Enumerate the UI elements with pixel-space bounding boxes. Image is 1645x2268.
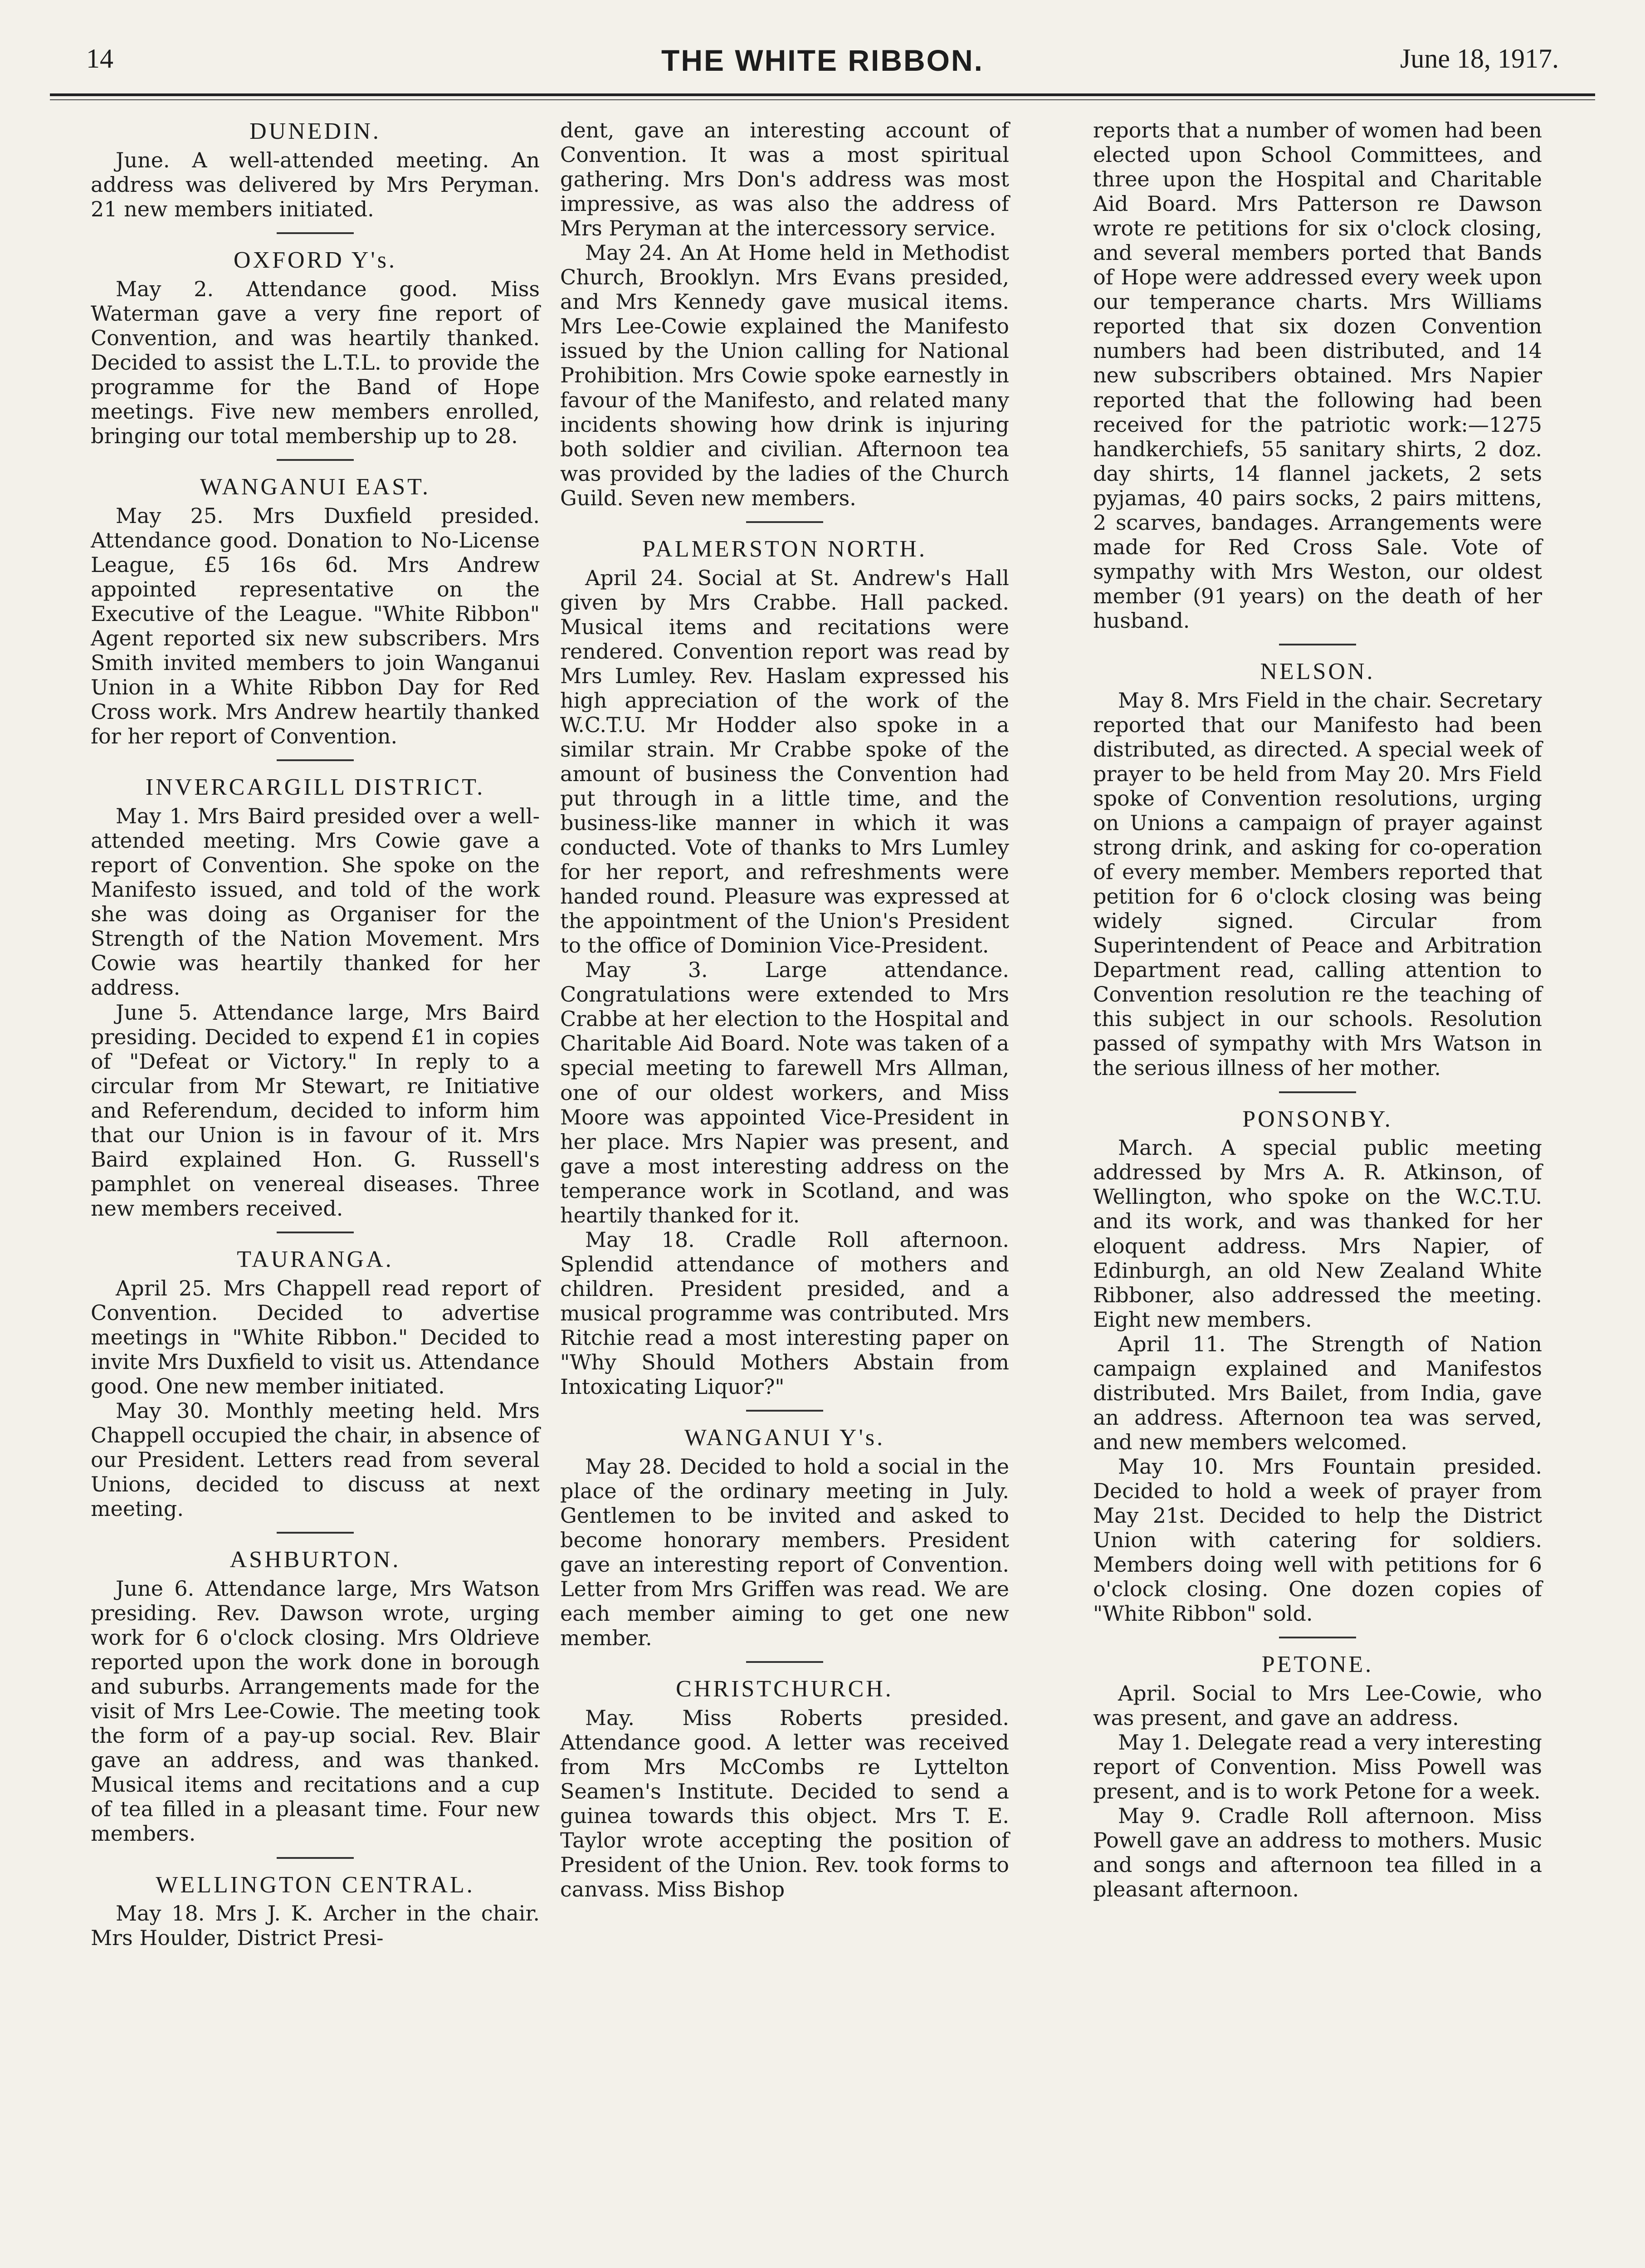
section-divider [277, 1857, 354, 1859]
section-heading: PETONE. [1261, 1652, 1374, 1678]
report-section [560, 536, 1009, 1399]
report-paragraph: April. Social to Mrs Lee-Cowie, who was present, and gave an address. [1093, 1681, 1542, 1730]
report-paragraph: May 18. Mrs J. K. Archer in the chair. Mrs Houlder, District Presi- [91, 1901, 540, 1950]
header-rule-thin [50, 99, 1595, 100]
report-paragraph: May 8. Mrs Field in the chair. Secretary reported that our Manifesto had been distributed, as directed. A special week of prayer to be held from May 20. Mrs Field spoke of Convention resolutions, urging on Unions a campaign of prayer against strong drink, and asking for co-operation of every member. Members reported that petition for 6 o'clock closing was being widely signed. Circular from Superintendent of Peace and Arbitration Department read, calling attention to Convention resolution re the teaching of this subject in our schools. Resolution passed of sympathy with Mrs Watson in the serious illness of her mother. [1093, 688, 1542, 1080]
report-paragraph: May 3. Large attendance. Congratulations were extended to Mrs Crabbe at her election to the Hospital and Charitable Aid Board. Note was taken of a special meeting to farewell Mrs Allman, one of our oldest workers, and Miss Moore was appointed Vice-President in her place. Mrs Napier was present, and gave a most interesting address on the temperance work in Scotland, and was heartily thanked for it. [560, 958, 1009, 1227]
section-divider [277, 459, 354, 461]
masthead: THE WHITE RIBBON. [661, 44, 984, 77]
page-number: 14 [86, 44, 113, 73]
column-2 [560, 118, 1009, 1906]
report-section [1093, 1651, 1542, 1901]
section-heading: WANGANUI Y's. [684, 1425, 885, 1451]
report-paragraph: May 24. An At Home held in Methodist Church, Brooklyn. Mrs Evans presided, and Mrs Kennedy gave musical items. Mrs Lee-Cowie explained the Manifesto issued by the Union calling for National Prohibition. Mrs Cowie spoke earnestly in favour of the Manifesto, and related many incidents showing how drink is injuring both soldier and civilian. Afternoon tea was provided by the ladies of the Church Guild. Seven new members. [560, 240, 1009, 510]
column-1 [91, 118, 540, 1955]
report-paragraph: May 1. Delegate read a very interesting report of Convention. Miss Powell was present, and is to work Petone for a week. [1093, 1730, 1542, 1804]
report-paragraph: May. Miss Roberts presided. Attendance good. A letter was received from Mrs McCombs re Lyttelton Seamen's Institute. Decided to send a guinea towards this object. Mrs T. E. Taylor wrote accepting the position of President of the Union. Rev. took forms to canvass. Miss Bishop [560, 1706, 1009, 1902]
report-paragraph: June. A well-attended meeting. An address was delivered by Mrs Peryman. 21 new members initiated. [91, 147, 540, 221]
report-paragraph: May 18. Cradle Roll afternoon. Splendid attendance of mothers and children. President presided, and a musical programme was contributed. Mrs Ritchie read a most interesting paper on "Why Should Mothers Abstain from Intoxicating Liquor?" [560, 1227, 1009, 1399]
section-divider [1279, 1637, 1356, 1638]
report-paragraph: June 6. Attendance large, Mrs Watson presiding. Rev. Dawson wrote, urging work for 6 o'clock closing. Mrs Oldrieve reported upon the work done in borough and suburbs. Arrangements made for the visit of Mrs Lee-Cowie. The meeting took the form of a pay-up social. Rev. Blair gave an address, and was thanked. Musical items and recitations and a cup of tea filled in a pleasant time. Four new members. [91, 1576, 540, 1846]
section-heading: WELLINGTON CENTRAL. [156, 1872, 475, 1898]
report-paragraph: April 24. Social at St. Andrew's Hall given by Mrs Crabbe. Hall packed. Musical items and recitations were rendered. Convention report was read by Mrs Lumley. Rev. Haslam expressed his high appreciation of the work of the W.C.T.U. Mr Hodder also spoke in a similar strain. Mr Crabbe spoke of the amount of business the Convention had put through in a little time, and the business-like manner in which it was conducted. Vote of thanks to Mrs Lumley for her report, and refreshments were handed round. Pleasure was expressed at the appointment of the Union's President to the office of Dominion Vice-President. [560, 565, 1009, 958]
report-section [560, 1676, 1009, 1901]
report-paragraph: reports that a number of women had been elected upon School Committees, and three upon the Hospital and Charitable Aid Board. Mrs Patterson re Dawson wrote re petitions for six o'clock closing, and several members ported that Bands of Hope were addressed every week upon our temperance charts. Mrs Williams reported that six dozen Convention numbers had been distributed, and 14 new subscribers obtained. Mrs Napier reported that the following had been received for the patriotic work:—1275 handkerchiefs, 55 sanitary shirts, 2 doz. day shirts, 14 flannel jackets, 2 sets pyjamas, 40 pairs socks, 2 pairs mittens, 2 scarves, bandages. Arrangements were made for Red Cross Sale. Vote of sympathy with Mrs Weston, our oldest member (91 years) on the death of her husband. [1093, 118, 1542, 633]
section-heading: CHRISTCHURCH. [676, 1676, 893, 1702]
page-header [86, 43, 1559, 79]
issue-date: June 18, 1917. [1400, 44, 1559, 73]
report-paragraph: May 28. Decided to hold a social in the place of the ordinary meeting in July. Gentlemen to be invited and asked to become honorary members. President gave an interesting report of Convention. Letter from Mrs Griffen was read. We are each member aiming to get one new member. [560, 1454, 1009, 1651]
report-section [91, 474, 540, 748]
header-rule [50, 93, 1595, 96]
report-paragraph: May 25. Mrs Duxfield presided. Attendance good. Donation to No-License League, £5 16s 6d. Mrs Andrew appointed representative on the Executive of the League. "White Ribbon" Agent reported six new subscribers. Mrs Smith invited members to join Wanganui Union in a White Ribbon Day for Red Cross work. Mrs Andrew heartily thanked for her report of Convention. [91, 503, 540, 749]
report-paragraph: dent, gave an interesting account of Convention. It was a most spiritual gathering. Mrs Don's address was most impressive, as was also the address of Mrs Peryman at the intercessory service. [560, 118, 1009, 241]
report-section [91, 118, 540, 221]
report-section [560, 118, 1009, 510]
report-section [91, 1546, 540, 1846]
section-divider [277, 232, 354, 234]
report-paragraph: May 1. Mrs Baird presided over a well-attended meeting. Mrs Cowie gave a report of Convention. She spoke on the Manifesto issued, and told of the work she was doing as Organiser for the Strength of the Nation Movement. Mrs Cowie was heartily thanked for her address. [91, 804, 540, 1000]
section-divider [746, 1661, 823, 1663]
section-divider [1279, 644, 1356, 645]
report-section [1093, 658, 1542, 1080]
section-divider [746, 521, 823, 523]
section-divider [277, 759, 354, 761]
report-paragraph: March. A special public meeting addressed by Mrs A. R. Atkinson, of Wellington, who spoke on the W.C.T.U. and its work, and was thanked for her eloquent address. Mrs Napier, of Edinburgh, an old New Zealand White Ribboner, also addressed the meeting. Eight new members. [1093, 1135, 1542, 1332]
report-paragraph: May 10. Mrs Fountain presided. Decided to hold a week of prayer from May 21st. Decided to help the District Union with catering for soldiers. Members doing well with petitions for 6 o'clock closing. One dozen copies of "White Ribbon" sold. [1093, 1454, 1542, 1626]
section-divider [277, 1532, 354, 1534]
report-section [1093, 1106, 1542, 1626]
section-heading: OXFORD Y's. [233, 247, 397, 273]
section-heading: PALMERSTON NORTH. [642, 536, 927, 562]
column-3 [1093, 118, 1542, 1906]
section-divider [1279, 1091, 1356, 1093]
report-paragraph: May 30. Monthly meeting held. Mrs Chappell occupied the chair, in absence of our President. Letters read from several Unions, decided to discuss at next meeting. [91, 1398, 540, 1521]
section-heading: WANGANUI EAST. [200, 474, 431, 500]
section-heading: TAURANGA. [237, 1246, 394, 1272]
report-paragraph: April 11. The Strength of Nation campaign explained and Manifestos distributed. Mrs Bailet, from India, gave an address. Afternoon tea was served, and new members welcomed. [1093, 1331, 1542, 1454]
report-section [1093, 118, 1542, 633]
section-heading: INVERCARGILL DISTRICT. [145, 774, 485, 801]
report-paragraph: April 25. Mrs Chappell read report of Convention. Decided to advertise meetings in "White Ribbon." Decided to invite Mrs Duxfield to visit us. Attendance good. One new member initiated. [91, 1276, 540, 1398]
report-section [91, 1872, 540, 1950]
report-section [91, 774, 540, 1221]
report-section [560, 1424, 1009, 1650]
section-divider [746, 1410, 823, 1412]
report-section [91, 247, 540, 448]
section-heading: ASHBURTON. [229, 1547, 401, 1573]
report-paragraph: May 2. Attendance good. Miss Waterman gave a very fine report of Convention, and was heartily thanked. Decided to assist the L.T.L. to provide the programme for the Band of Hope meetings. Five new members enrolled, bringing our total membership up to 28. [91, 276, 540, 449]
section-heading: NELSON. [1260, 658, 1375, 684]
report-paragraph: June 5. Attendance large, Mrs Baird presiding. Decided to expend £1 in copies of "Defeat or Victory." In reply to a circular from Mr Stewart, re Initiative and Referendum, decided to inform him that our Union is in favour of it. Mrs Baird explained Hon. G. Russell's pamphlet on venereal diseases. Three new members received. [91, 1000, 540, 1221]
report-paragraph: May 9. Cradle Roll afternoon. Miss Powell gave an address to mothers. Music and songs and afternoon tea filled in a pleasant afternoon. [1093, 1804, 1542, 1902]
section-divider [277, 1232, 354, 1233]
section-heading: DUNEDIN. [249, 118, 381, 144]
report-section [91, 1246, 540, 1521]
section-heading: PONSONBY. [1242, 1106, 1393, 1132]
